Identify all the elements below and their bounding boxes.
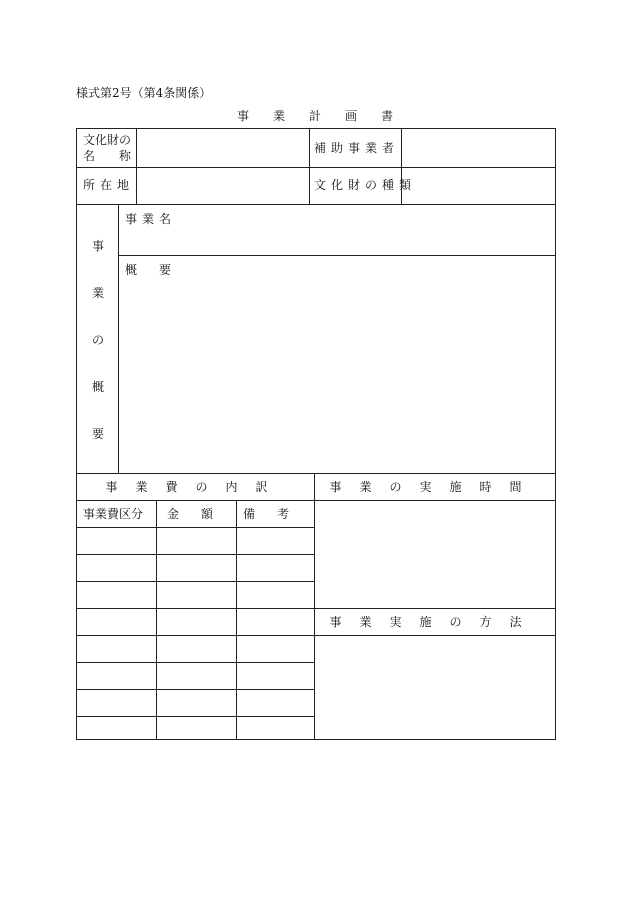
row-line-project-name bbox=[118, 255, 555, 256]
label-amount: 金 額 bbox=[167, 507, 219, 521]
col-line-label-1 bbox=[136, 129, 137, 204]
col-line-label-2 bbox=[401, 129, 402, 204]
label-overview-v4: 概 bbox=[92, 380, 105, 394]
col-line-split bbox=[314, 473, 315, 739]
row-line-table-8 bbox=[77, 716, 314, 717]
row-line-cost-header bbox=[77, 500, 555, 501]
row-line-table-3 bbox=[77, 581, 314, 582]
label-location: 所在地 bbox=[83, 178, 135, 192]
label-implementation-period: 事業の実施時間 bbox=[329, 480, 540, 494]
label-overview-v1: 事 bbox=[92, 239, 105, 253]
row-line-2 bbox=[77, 204, 555, 205]
row-line-table-5 bbox=[77, 635, 555, 636]
label-project-name: 事業名 bbox=[125, 212, 177, 226]
label-subsidy-recipient: 補助事業者 bbox=[314, 141, 400, 155]
label-bunkazai-name-2: 名 称 bbox=[83, 149, 132, 163]
label-summary: 概 要 bbox=[125, 263, 177, 277]
row-line-table-4 bbox=[77, 608, 555, 609]
label-remarks: 備 考 bbox=[243, 507, 295, 521]
row-line-table-7 bbox=[77, 689, 314, 690]
row-line-table-1 bbox=[77, 527, 314, 528]
col-line-amount bbox=[156, 500, 157, 739]
col-line-mid bbox=[309, 129, 310, 204]
row-line-table-2 bbox=[77, 554, 314, 555]
label-cost-category: 事業費区分 bbox=[83, 507, 144, 521]
row-line-1 bbox=[77, 167, 555, 168]
label-bunkazai-type: 文化財の種類 bbox=[314, 178, 417, 192]
document-title: 事業計画書 bbox=[236, 109, 417, 123]
form-number: 様式第2号（第4条関係） bbox=[76, 86, 212, 100]
label-overview-v5: 要 bbox=[92, 427, 105, 441]
col-line-remarks bbox=[236, 500, 237, 739]
row-line-overview-bottom bbox=[77, 473, 555, 474]
row-line-table-6 bbox=[77, 662, 314, 663]
form-frame bbox=[76, 128, 556, 740]
label-cost-breakdown: 事業費の内訳 bbox=[105, 480, 286, 494]
label-overview-v3: の bbox=[92, 333, 105, 347]
label-implementation-method: 事業実施の方法 bbox=[329, 615, 540, 629]
col-line-overview bbox=[118, 204, 119, 473]
label-bunkazai-name-1: 文化財の bbox=[83, 133, 132, 147]
label-overview-v2: 業 bbox=[92, 286, 105, 300]
